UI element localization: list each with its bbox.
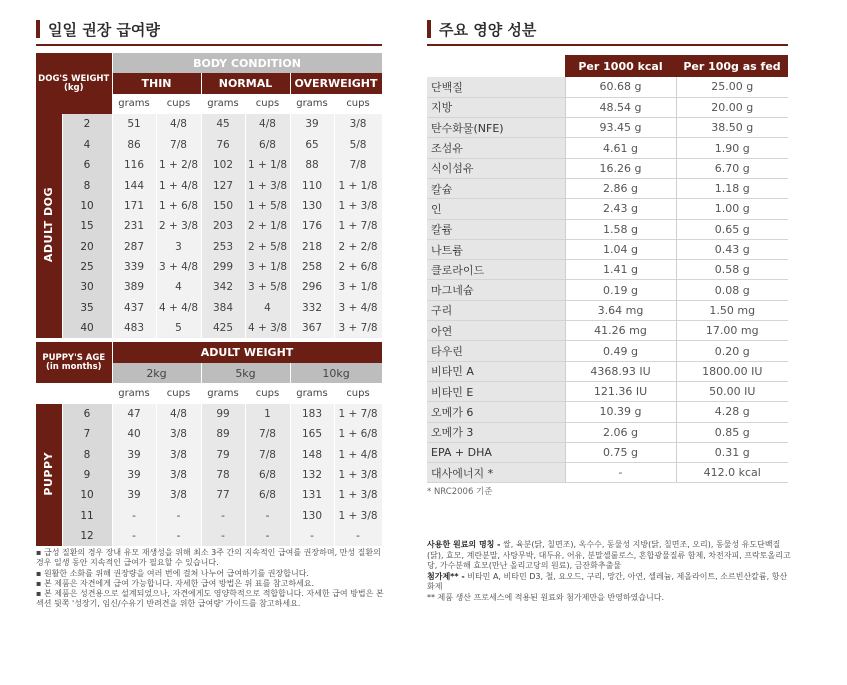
value-cell: 78 <box>201 465 245 485</box>
value-cell: 39 <box>112 465 156 485</box>
nutrient-row <box>427 77 788 97</box>
value-cell: 384 <box>201 298 245 318</box>
nutrient-per-100g: 0.08 g <box>676 280 788 300</box>
puppy-age-header-text: PUPPY'S AGE (in months) <box>42 352 106 372</box>
value-cell: 3/8 <box>156 424 201 444</box>
nutrient-row <box>427 260 788 280</box>
row-key-cell: 6 <box>62 155 112 175</box>
blank-cell <box>36 383 112 403</box>
nutrient-name: 클로라이드 <box>427 260 565 280</box>
value-cell: - <box>245 526 290 546</box>
nutrient-per-100g: 1.00 g <box>676 199 788 219</box>
nutrient-row <box>427 118 788 138</box>
value-cell: 176 <box>290 216 334 236</box>
nutrient-per-1000kcal: 0.19 g <box>565 280 676 300</box>
unit-header: cups <box>156 94 201 114</box>
value-cell: 89 <box>201 424 245 444</box>
nutrient-per-100g: 0.31 g <box>676 442 788 462</box>
nutrient-per-1000kcal: 4368.93 IU <box>565 361 676 381</box>
per-100g-header: Per 100g as fed <box>676 55 788 77</box>
nutrient-per-100g: 1.90 g <box>676 138 788 158</box>
nutrient-per-100g: 38.50 g <box>676 118 788 138</box>
feeding-table <box>36 53 383 546</box>
value-cell: 47 <box>112 404 156 424</box>
value-cell: 183 <box>290 404 334 424</box>
value-cell: 4 + 3/8 <box>245 318 290 338</box>
nutrient-row <box>427 199 788 219</box>
row-key-cell: 25 <box>62 257 112 277</box>
adult-side-label <box>36 114 62 338</box>
value-cell: 40 <box>112 424 156 444</box>
row-key-cell: 40 <box>62 318 112 338</box>
value-cell: 116 <box>112 155 156 175</box>
nutrient-per-100g: 50.00 IU <box>676 381 788 401</box>
unit-header: grams <box>201 383 245 403</box>
nutrient-per-1000kcal: 60.68 g <box>565 77 676 97</box>
value-cell: 65 <box>290 135 334 155</box>
nutrient-row <box>427 422 788 442</box>
nutrient-row <box>427 97 788 117</box>
row-key-cell: 35 <box>62 298 112 318</box>
nutrient-row <box>427 361 788 381</box>
row-key-cell: 4 <box>62 135 112 155</box>
nutrient-per-1000kcal: 1.41 g <box>565 260 676 280</box>
nutrient-per-100g: 412.0 kcal <box>676 463 788 483</box>
table-row <box>36 444 382 464</box>
nutrient-row <box>427 341 788 361</box>
dog-weight-header-text: DOG'S WEIGHT (kg) <box>38 73 110 93</box>
feeding-note: ▪ 본 제품은 성견용으로 설계되었으나, 자견에게도 영양학적으로 적합합니다. 자세한 급여 방법은 본 섹션 뒷쪽 '성장기, 임신/수유기 반려견을 위한 급여량' 가이드를 참고하세요. <box>36 589 386 610</box>
table-row <box>36 155 382 175</box>
nutrient-row <box>427 280 788 300</box>
value-cell: 425 <box>201 318 245 338</box>
unit-header: cups <box>156 383 201 403</box>
nutrient-per-1000kcal: 93.45 g <box>565 118 676 138</box>
value-cell: 77 <box>201 485 245 505</box>
nutrient-row <box>427 300 788 320</box>
unit-header: cups <box>334 383 382 403</box>
value-cell: 3 + 4/8 <box>156 257 201 277</box>
value-cell: 130 <box>290 196 334 216</box>
nutrient-per-1000kcal: 0.75 g <box>565 442 676 462</box>
nutrient-per-1000kcal: 4.61 g <box>565 138 676 158</box>
table-row <box>36 175 382 195</box>
nutrient-per-100g: 0.85 g <box>676 422 788 442</box>
unit-header: cups <box>334 94 382 114</box>
value-cell: 4 <box>245 298 290 318</box>
value-cell: 4 + 4/8 <box>156 298 201 318</box>
value-cell: 4/8 <box>245 114 290 134</box>
row-key-cell: 9 <box>62 465 112 485</box>
feeding-notes <box>36 548 386 610</box>
unit-header: cups <box>245 383 290 403</box>
value-cell: 1 + 3/8 <box>334 196 382 216</box>
nutrient-per-100g: 0.65 g <box>676 219 788 239</box>
value-cell: 51 <box>112 114 156 134</box>
nutrient-per-100g: 1.18 g <box>676 178 788 198</box>
adult-weight-header: ADULT WEIGHT <box>112 342 382 362</box>
nutrient-name: 탄수화물(NFE) <box>427 118 565 138</box>
value-cell: 339 <box>112 257 156 277</box>
value-cell: 1 <box>245 404 290 424</box>
nutrient-table-body <box>427 77 788 483</box>
row-key-cell: 2 <box>62 114 112 134</box>
table-row <box>36 237 382 257</box>
value-cell: - <box>112 506 156 526</box>
nutrient-per-100g: 17.00 mg <box>676 321 788 341</box>
value-cell: 131 <box>290 485 334 505</box>
value-cell: 7/8 <box>245 424 290 444</box>
value-cell: 144 <box>112 175 156 195</box>
row-key-cell: 7 <box>62 424 112 444</box>
unit-header: grams <box>201 94 245 114</box>
heading-divider <box>36 44 382 46</box>
value-cell: 7/8 <box>156 135 201 155</box>
feeding-guide-heading <box>36 12 160 46</box>
nutrient-name: 대사에너지 * <box>427 463 565 483</box>
puppy-side-text: PUPPY <box>42 451 56 496</box>
value-cell: 86 <box>112 135 156 155</box>
condition-header: THIN <box>112 73 201 93</box>
nutrient-table <box>427 55 788 483</box>
unit-header: cups <box>245 94 290 114</box>
value-cell: 110 <box>290 175 334 195</box>
value-cell: - <box>334 526 382 546</box>
nutrient-name: 오메가 3 <box>427 422 565 442</box>
table-row <box>36 318 382 338</box>
nutrient-name: 칼슘 <box>427 178 565 198</box>
nutrient-per-1000kcal: 16.26 g <box>565 158 676 178</box>
heading-accent-bar <box>427 20 431 38</box>
unit-header: grams <box>112 94 156 114</box>
nutrient-per-100g: 0.20 g <box>676 341 788 361</box>
row-key-cell: 20 <box>62 237 112 257</box>
nutrient-row <box>427 442 788 462</box>
additives-text: 비타민 A, 비타민 D3, 철, 요오드, 구리, 망간, 아연, 셀레늄, 제올라이트, 소르빈산칼륨, 항산화제 <box>427 571 788 592</box>
row-key-cell: 15 <box>62 216 112 236</box>
value-cell: 150 <box>201 196 245 216</box>
nutrient-row <box>427 381 788 401</box>
value-cell: 2 + 5/8 <box>245 237 290 257</box>
ingredients-text: 쌀, 육분(닭, 칠면조), 옥수수, 동물성 지방(닭, 칠면조, 오리), 동물성 유도단백질(닭), 효모, 계란분말, 사탕무박, 대두유, 어유, 분말셀룰로스, 혼합광물질류 함제, 차전자피, 프락토올리고당, 가수분해 효모(만난 올리고당의 원료), 금잔화추출물 <box>427 540 791 571</box>
nutrient-per-100g: 1800.00 IU <box>676 361 788 381</box>
value-cell: 6/8 <box>245 465 290 485</box>
value-cell: 389 <box>112 277 156 297</box>
nutrient-per-1000kcal: 1.04 g <box>565 239 676 259</box>
nutrient-name: 비타민 A <box>427 361 565 381</box>
puppy-side-label <box>36 404 62 547</box>
nutrient-per-100g: 0.58 g <box>676 260 788 280</box>
feeding-table-body <box>36 53 382 546</box>
nutrient-per-1000kcal: 0.49 g <box>565 341 676 361</box>
value-cell: 3/8 <box>334 114 382 134</box>
feeding-note: ▪ 급성 질환의 경우 장내 유모 재생성을 위해 최소 3주 간의 지속적인 급여를 권장하며, 만성 질환의 경우 일생 동안 지속적인 급여가 필요할 수 있습니다. <box>36 548 386 569</box>
nutrient-name: 구리 <box>427 300 565 320</box>
value-cell: 39 <box>290 114 334 134</box>
value-cell: - <box>156 526 201 546</box>
value-cell: 3 + 4/8 <box>334 298 382 318</box>
value-cell: 165 <box>290 424 334 444</box>
value-cell: 1 + 4/8 <box>156 175 201 195</box>
value-cell: 4 <box>156 277 201 297</box>
value-cell: 342 <box>201 277 245 297</box>
row-key-cell: 8 <box>62 444 112 464</box>
puppy-header-row <box>36 342 382 362</box>
ingredients-section <box>427 540 792 604</box>
value-cell: 148 <box>290 444 334 464</box>
value-cell: 1 + 3/8 <box>334 485 382 505</box>
row-key-cell: 10 <box>62 196 112 216</box>
value-cell: 1 + 7/8 <box>334 216 382 236</box>
value-cell: 3 + 5/8 <box>245 277 290 297</box>
nutrient-per-1000kcal: 3.64 mg <box>565 300 676 320</box>
value-cell: 2 + 6/8 <box>334 257 382 277</box>
unit-header: grams <box>290 94 334 114</box>
nutrient-row <box>427 138 788 158</box>
value-cell: 171 <box>112 196 156 216</box>
value-cell: 7/8 <box>245 444 290 464</box>
nutrient-per-1000kcal: 2.43 g <box>565 199 676 219</box>
value-cell: 1 + 3/8 <box>334 506 382 526</box>
value-cell: 1 + 1/8 <box>245 155 290 175</box>
feeding-note: ▪ 원활한 소화를 위해 권장량을 여러 번에 걸쳐 나누어 급여하기를 권장합니다. <box>36 569 386 579</box>
value-cell: 1 + 6/8 <box>156 196 201 216</box>
value-cell: 1 + 3/8 <box>245 175 290 195</box>
value-cell: 3 <box>156 237 201 257</box>
puppy-weight-header: 5kg <box>201 363 290 383</box>
nutrient-per-100g: 4.28 g <box>676 402 788 422</box>
value-cell: 437 <box>112 298 156 318</box>
table-row <box>36 135 382 155</box>
value-cell: 1 + 4/8 <box>334 444 382 464</box>
heading-accent-bar <box>36 20 40 38</box>
nutrient-row <box>427 158 788 178</box>
nutrient-row <box>427 463 788 483</box>
unit-header-row <box>36 383 382 403</box>
value-cell: - <box>156 506 201 526</box>
row-key-cell: 12 <box>62 526 112 546</box>
value-cell: 45 <box>201 114 245 134</box>
nutrient-row <box>427 178 788 198</box>
table-row <box>36 526 382 546</box>
nutrient-name: 식이섬유 <box>427 158 565 178</box>
nutrients-heading <box>427 12 536 46</box>
value-cell: 258 <box>290 257 334 277</box>
table-row <box>36 506 382 526</box>
nutrient-name: 타우린 <box>427 341 565 361</box>
nutrient-per-1000kcal: 41.26 mg <box>565 321 676 341</box>
value-cell: 3 + 1/8 <box>245 257 290 277</box>
nutrients-title: 주요 영양 성분 <box>439 20 537 39</box>
nutrient-name: 조섬유 <box>427 138 565 158</box>
table-row <box>36 277 382 297</box>
value-cell: 39 <box>112 444 156 464</box>
value-cell: 102 <box>201 155 245 175</box>
value-cell: 2 + 3/8 <box>156 216 201 236</box>
nutrient-name: 비타민 E <box>427 381 565 401</box>
table-row <box>36 257 382 277</box>
value-cell: - <box>245 506 290 526</box>
value-cell: - <box>201 526 245 546</box>
value-cell: 7/8 <box>334 155 382 175</box>
value-cell: 1 + 5/8 <box>245 196 290 216</box>
additives-label: 첨가제** - <box>427 571 465 581</box>
ingredients-note: ** 제품 생산 프로세스에 적용된 원료와 첨가제만을 반영하였습니다. <box>427 592 664 602</box>
value-cell: 1 + 7/8 <box>334 404 382 424</box>
nutrient-name: 나트륨 <box>427 239 565 259</box>
adult-side-text: ADULT DOG <box>42 187 56 263</box>
table-row <box>36 465 382 485</box>
value-cell: 332 <box>290 298 334 318</box>
nutrient-name: EPA + DHA <box>427 442 565 462</box>
nutrient-name: 칼륨 <box>427 219 565 239</box>
unit-header: grams <box>112 383 156 403</box>
nutrient-name: 인 <box>427 199 565 219</box>
value-cell: 218 <box>290 237 334 257</box>
nutrient-per-1000kcal: - <box>565 463 676 483</box>
value-cell: 127 <box>201 175 245 195</box>
value-cell: 88 <box>290 155 334 175</box>
table-row <box>36 216 382 236</box>
unit-header: grams <box>290 383 334 403</box>
body-condition-header: BODY CONDITION <box>112 53 382 73</box>
nutrient-per-100g: 20.00 g <box>676 97 788 117</box>
value-cell: 5 <box>156 318 201 338</box>
value-cell: 6/8 <box>245 135 290 155</box>
value-cell: 3/8 <box>156 444 201 464</box>
value-cell: - <box>290 526 334 546</box>
value-cell: 4/8 <box>156 404 201 424</box>
condition-header: OVERWEIGHT <box>290 73 382 93</box>
puppy-age-header <box>36 342 112 383</box>
value-cell: 253 <box>201 237 245 257</box>
value-cell: 2 + 1/8 <box>245 216 290 236</box>
value-cell: 76 <box>201 135 245 155</box>
table-row <box>36 196 382 216</box>
value-cell: 3 + 7/8 <box>334 318 382 338</box>
puppy-weight-header: 10kg <box>290 363 382 383</box>
feeding-note: ▪ 본 제품은 자견에게 급여 가능합니다. 자세한 급여 방법은 위 표를 참고하세요. <box>36 579 386 589</box>
value-cell: - <box>112 526 156 546</box>
nutrient-name: 오메가 6 <box>427 402 565 422</box>
row-key-cell: 30 <box>62 277 112 297</box>
nutrient-row <box>427 321 788 341</box>
value-cell: 483 <box>112 318 156 338</box>
value-cell: 287 <box>112 237 156 257</box>
heading-divider <box>427 44 788 46</box>
value-cell: - <box>201 506 245 526</box>
value-cell: 296 <box>290 277 334 297</box>
nutrient-row <box>427 239 788 259</box>
table-row <box>36 424 382 444</box>
value-cell: 367 <box>290 318 334 338</box>
nutrient-per-1000kcal: 121.36 IU <box>565 381 676 401</box>
nutrient-per-100g: 6.70 g <box>676 158 788 178</box>
value-cell: 1 + 1/8 <box>334 175 382 195</box>
value-cell: 6/8 <box>245 485 290 505</box>
feeding-guide-title: 일일 권장 급여량 <box>48 20 160 39</box>
value-cell: 39 <box>112 485 156 505</box>
row-key-cell: 11 <box>62 506 112 526</box>
table-row <box>36 404 382 424</box>
puppy-weight-header: 2kg <box>112 363 201 383</box>
value-cell: 3 + 1/8 <box>334 277 382 297</box>
value-cell: 299 <box>201 257 245 277</box>
value-cell: 1 + 2/8 <box>156 155 201 175</box>
ingredients-label: 사용한 원료의 명칭 - <box>427 540 501 549</box>
value-cell: 203 <box>201 216 245 236</box>
table-row <box>36 485 382 505</box>
nutrient-per-100g: 1.50 mg <box>676 300 788 320</box>
nutrient-name: 단백질 <box>427 77 565 97</box>
nutrient-per-1000kcal: 48.54 g <box>565 97 676 117</box>
value-cell: 130 <box>290 506 334 526</box>
value-cell: 132 <box>290 465 334 485</box>
nutrient-row <box>427 402 788 422</box>
per-1000kcal-header: Per 1000 kcal <box>565 55 676 77</box>
value-cell: 5/8 <box>334 135 382 155</box>
table-row <box>36 114 382 134</box>
nutrient-per-1000kcal: 2.86 g <box>565 178 676 198</box>
dog-weight-header <box>36 53 112 114</box>
value-cell: 79 <box>201 444 245 464</box>
additives-paragraph <box>427 572 792 593</box>
nutrient-per-1000kcal: 2.06 g <box>565 422 676 442</box>
value-cell: 2 + 2/8 <box>334 237 382 257</box>
nutrient-per-1000kcal: 1.58 g <box>565 219 676 239</box>
value-cell: 4/8 <box>156 114 201 134</box>
nutrient-name: 아연 <box>427 321 565 341</box>
ingredients-paragraph <box>427 540 792 572</box>
value-cell: 3/8 <box>156 485 201 505</box>
nutrient-name: 마그네슘 <box>427 280 565 300</box>
row-key-cell: 8 <box>62 175 112 195</box>
nutrient-per-1000kcal: 10.39 g <box>565 402 676 422</box>
value-cell: 231 <box>112 216 156 236</box>
condition-header: NORMAL <box>201 73 290 93</box>
nutrient-per-100g: 25.00 g <box>676 77 788 97</box>
table-row <box>36 298 382 318</box>
nutrient-name: 지방 <box>427 97 565 117</box>
value-cell: 99 <box>201 404 245 424</box>
nutrient-footnote: * NRC2006 기준 <box>427 487 493 497</box>
value-cell: 3/8 <box>156 465 201 485</box>
nutrient-name-header <box>427 55 565 77</box>
nutrient-row <box>427 219 788 239</box>
row-key-cell: 6 <box>62 404 112 424</box>
value-cell: 1 + 3/8 <box>334 465 382 485</box>
value-cell: 1 + 6/8 <box>334 424 382 444</box>
row-key-cell: 10 <box>62 485 112 505</box>
nutrient-per-100g: 0.43 g <box>676 239 788 259</box>
